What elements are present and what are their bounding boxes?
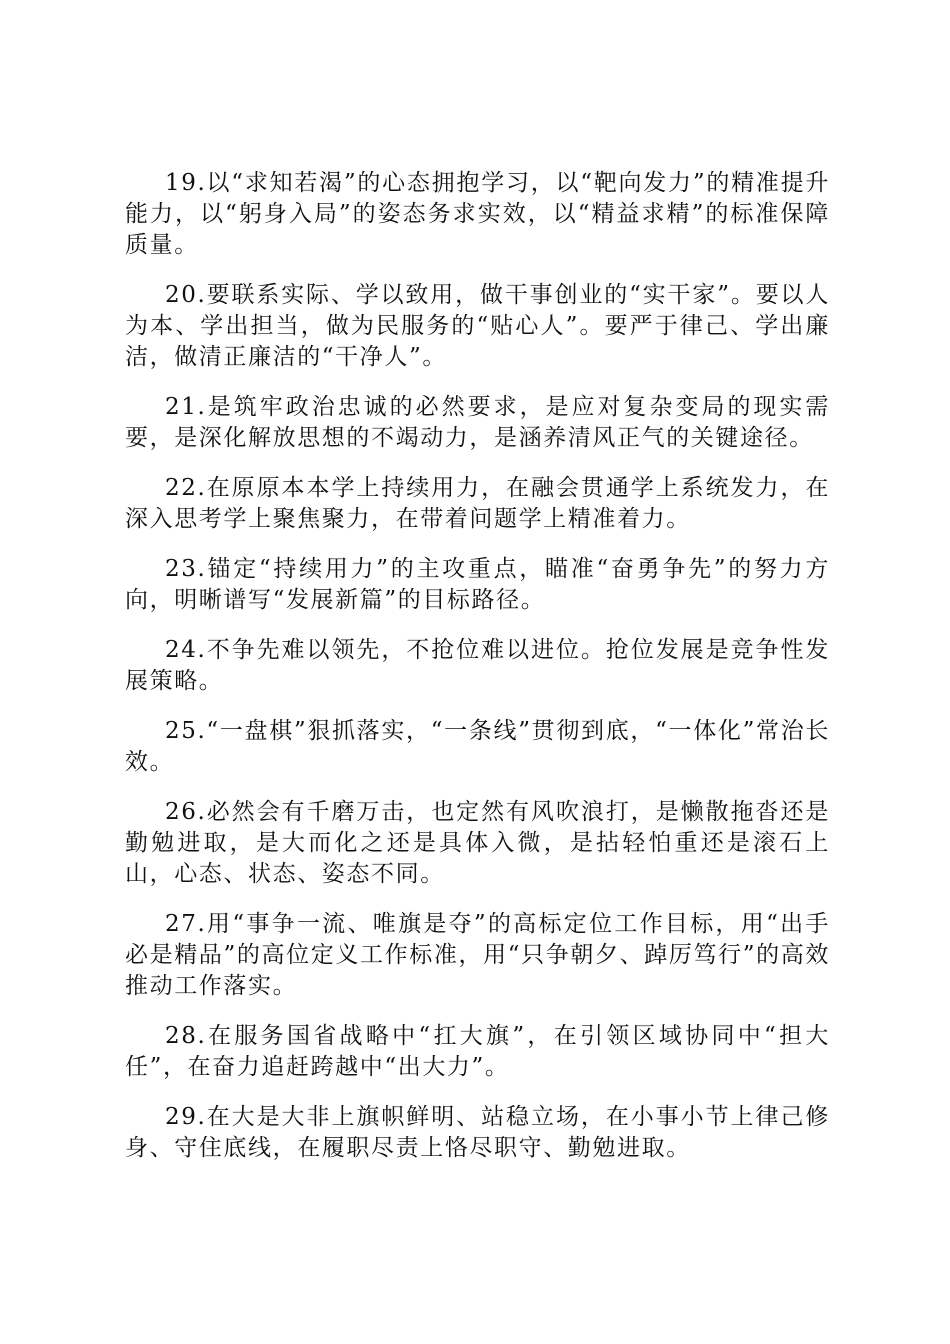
paragraph-27: 27.用“事争一流、唯旗是夺”的高标定位工作目标，用“出手必是精品”的高位定义工作标准，用“只争朝夕、踔厉笃行”的高效推动工作落实。 bbox=[125, 911, 830, 999]
paragraph-28: 28.在服务国省战略中“扛大旗”，在引领区域协同中“担大任”，在奋力追赶跨越中“出大力”。 bbox=[125, 1023, 830, 1080]
paragraph-29: 29.在大是大非上旗帜鲜明、站稳立场，在小事小节上律己修身、守住底线，在履职尽责上恪尽职守、勤勉进取。 bbox=[125, 1104, 830, 1161]
paragraph-21: 21.是筑牢政治忠诚的必然要求，是应对复杂变局的现实需要，是深化解放思想的不竭动力，是涵养清风正气的关键途径。 bbox=[125, 394, 830, 451]
paragraph-19: 19.以“求知若渴”的心态拥抱学习，以“靶向发力”的精准提升能力，以“躬身入局”的姿态务求实效，以“精益求精”的标准保障质量。 bbox=[125, 170, 830, 258]
paragraph-25: 25.“一盘棋”狠抓落实，“一条线”贯彻到底，“一体化”常治长效。 bbox=[125, 718, 830, 775]
document-body bbox=[125, 168, 830, 1183]
paragraph-26: 26.必然会有千磨万击，也定然有风吹浪打，是懒散拖沓还是勤勉进取，是大而化之还是具体入微，是拈轻怕重还是滚石上山，心态、状态、姿态不同。 bbox=[125, 799, 830, 887]
paragraph-22: 22.在原原本本学上持续用力，在融会贯通学上系统发力，在深入思考学上聚焦聚力，在带着问题学上精准着力。 bbox=[125, 475, 830, 532]
paragraph-24: 24.不争先难以领先，不抢位难以进位。抢位发展是竞争性发展策略。 bbox=[125, 637, 830, 694]
paragraph-23: 23.锚定“持续用力”的主攻重点，瞄准“奋勇争先”的努力方向，明晰谱写“发展新篇”的目标路径。 bbox=[125, 556, 830, 613]
paragraph-20: 20.要联系实际、学以致用，做干事创业的“实干家”。要以人为本、学出担当，做为民服务的“贴心人”。要严于律己、学出廉洁，做清正廉洁的“干净人”。 bbox=[125, 282, 830, 370]
